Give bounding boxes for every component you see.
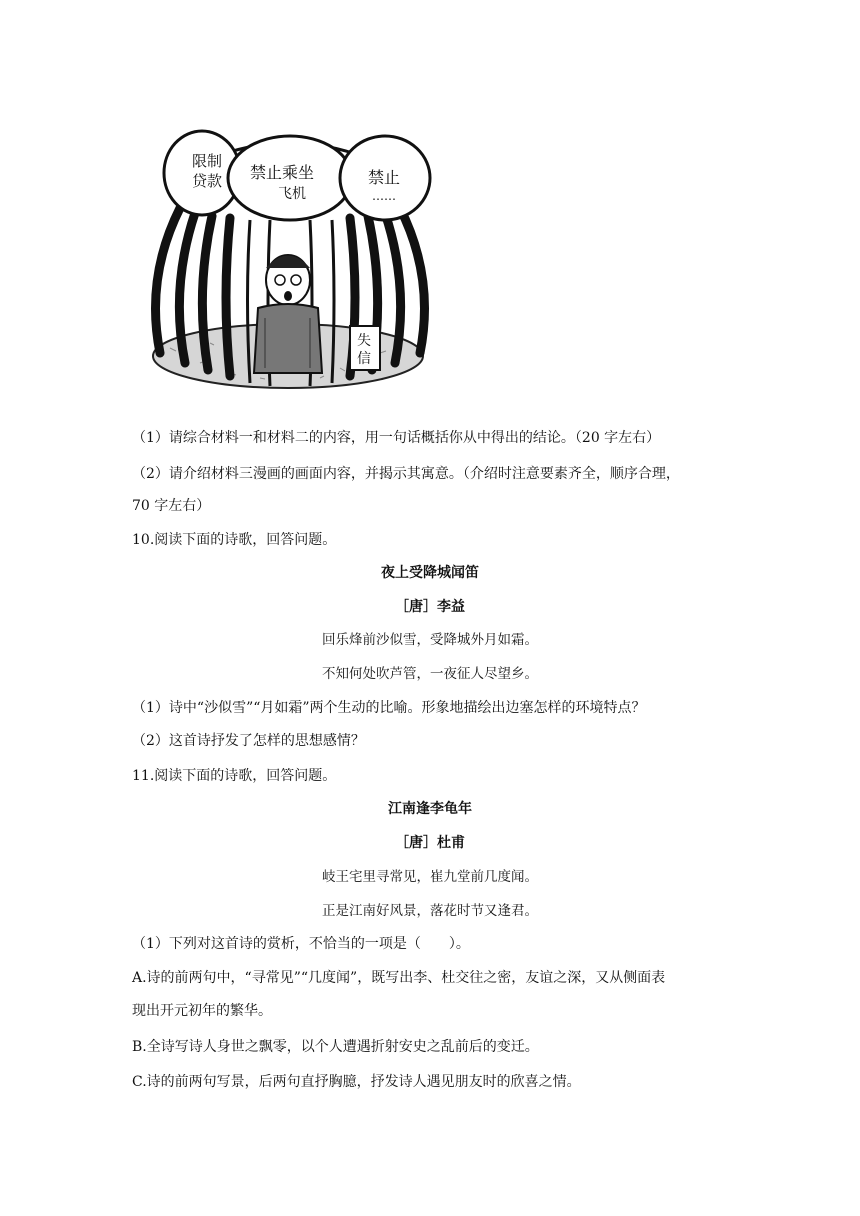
bubble-left-line2: 贷款 bbox=[192, 172, 223, 190]
q11-poem-title: 江南逢李龟年 bbox=[388, 801, 472, 817]
q11-sub1: （1）下列对这首诗的赏析，不恰当的一项是（ ）。 bbox=[132, 936, 470, 952]
q11-prompt: 11.阅读下面的诗歌，回答问题。 bbox=[132, 768, 337, 784]
bubble-middle-line1: 禁止乘坐 bbox=[250, 163, 315, 182]
bubble-middle-line2: 飞机 bbox=[278, 186, 306, 202]
q10-sub1: （1）诗中“沙似雪”“月如霜”两个生动的比喻。形象地描绘出边塞怎样的环境特点？ bbox=[132, 700, 646, 716]
q11-option-a-line1: A.诗的前两句中，“寻常见”“几度闻”，既写出李、杜交往之密，友谊之深，又从侧面表 bbox=[132, 970, 666, 986]
q9-sub1: （1）请综合材料一和材料二的内容，用一句话概括你从中得出的结论。（20 字左右） bbox=[132, 430, 661, 446]
bubble-right-line2: …… bbox=[372, 189, 396, 203]
cartoon-illustration bbox=[140, 128, 440, 393]
q11-option-a-line2: 现出开元初年的繁华。 bbox=[132, 1003, 272, 1019]
q9-sub2-line1: （2）请介绍材料三漫画的画面内容，并揭示其寓意。（介绍时注意要素齐全，顺序合理， bbox=[132, 466, 680, 482]
bubble-left-line1: 限制 bbox=[192, 152, 223, 170]
q10-sub2: （2）这首诗抒发了怎样的思想感情？ bbox=[132, 733, 365, 749]
q10-poem-line2: 不知何处吹芦管，一夜征人尽望乡。 bbox=[322, 666, 538, 682]
q11-poem-author: ［唐］杜甫 bbox=[395, 835, 465, 851]
q11-poem-line1: 岐王宅里寻常见，崔九堂前几度闻。 bbox=[322, 869, 538, 885]
q10-poem-line1: 回乐烽前沙似雪，受降城外月如霜。 bbox=[322, 632, 538, 648]
sign-char2: 信 bbox=[357, 351, 371, 367]
bubble-right-line1: 禁止 bbox=[368, 168, 401, 187]
q11-option-c: C.诗的前两句写景，后两句直抒胸臆，抒发诗人遇见朋友时的欣喜之情。 bbox=[132, 1074, 581, 1090]
q10-prompt: 10.阅读下面的诗歌，回答问题。 bbox=[132, 532, 337, 548]
q10-poem-author: ［唐］李益 bbox=[395, 599, 465, 615]
q11-poem-line2: 正是江南好风景，落花时节又逢君。 bbox=[322, 903, 538, 919]
q10-poem-title: 夜上受降城闻笛 bbox=[381, 565, 479, 581]
q9-sub2-line2: 70 字左右） bbox=[132, 498, 211, 514]
sign-char1: 失 bbox=[357, 333, 371, 349]
q11-option-b: B.全诗写诗人身世之飘零，以个人遭遇折射安史之乱前后的变迁。 bbox=[132, 1039, 539, 1055]
